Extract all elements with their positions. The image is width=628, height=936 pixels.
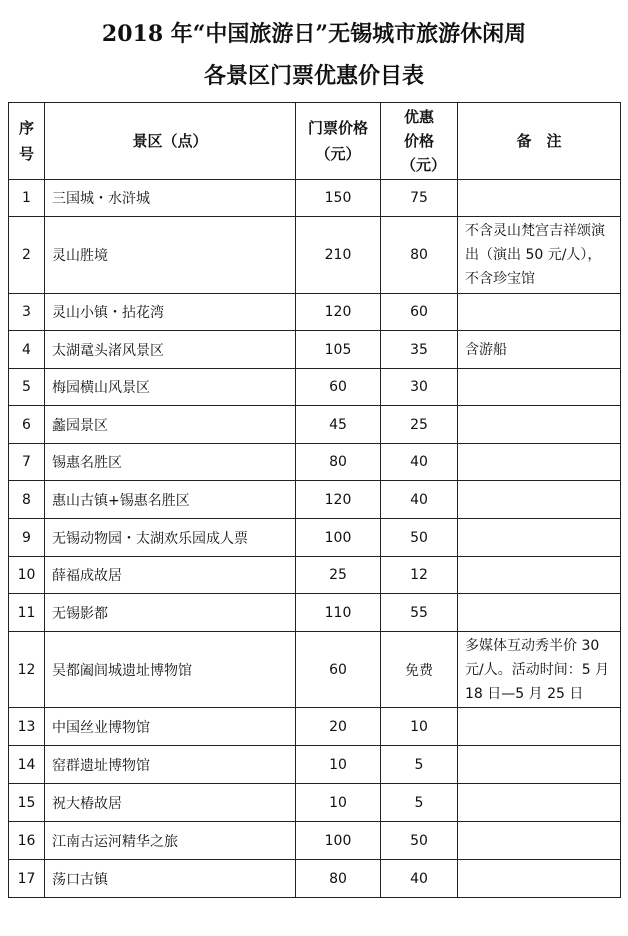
site-name: 无锡影都 — [45, 594, 296, 632]
row-number: 16 — [9, 822, 45, 860]
table-body — [9, 180, 621, 898]
header-price: 门票价格（元） — [296, 103, 381, 180]
row-note: 含游船 — [458, 331, 621, 369]
table-row — [9, 217, 621, 294]
discount-price: 40 — [381, 860, 458, 898]
ticket-price: 60 — [296, 369, 381, 406]
ticket-price: 10 — [296, 746, 381, 784]
site-name: 无锡动物园・太湖欢乐园成人票 — [45, 519, 296, 557]
discount-price: 25 — [381, 406, 458, 444]
row-note — [458, 294, 621, 331]
site-name: 灵山胜境 — [45, 217, 296, 294]
row-note — [458, 369, 621, 406]
table-header-row — [9, 103, 621, 180]
table-row — [9, 331, 621, 369]
ticket-price: 120 — [296, 481, 381, 519]
ticket-price: 105 — [296, 331, 381, 369]
ticket-price: 20 — [296, 708, 381, 746]
discount-price: 50 — [381, 822, 458, 860]
site-name: 荡口古镇 — [45, 860, 296, 898]
header-site: 景区（点） — [45, 103, 296, 180]
site-name: 锡惠名胜区 — [45, 444, 296, 481]
row-note — [458, 180, 621, 217]
discount-price: 5 — [381, 746, 458, 784]
row-number: 2 — [9, 217, 45, 294]
row-number: 1 — [9, 180, 45, 217]
table-row — [9, 481, 621, 519]
discount-price: 55 — [381, 594, 458, 632]
discount-price: 免费 — [381, 632, 458, 708]
row-note — [458, 481, 621, 519]
row-number: 11 — [9, 594, 45, 632]
site-name: 祝大椿故居 — [45, 784, 296, 822]
ticket-price: 10 — [296, 784, 381, 822]
table-row — [9, 180, 621, 217]
header-note: 备 注 — [458, 103, 621, 180]
row-note — [458, 822, 621, 860]
discount-price: 80 — [381, 217, 458, 294]
ticket-price: 100 — [296, 519, 381, 557]
document-title: 2018 年“中国旅游日”无锡城市旅游休闲周 — [101, 21, 527, 47]
discount-price: 30 — [381, 369, 458, 406]
row-note: 不含灵山梵宫吉祥颂演出（演出 50 元/人），不含珍宝馆 — [458, 217, 621, 294]
row-note: 多媒体互动秀半价 30 元/人。活动时间：5 月 18 日—5 月 25 日 — [458, 632, 621, 708]
row-note — [458, 784, 621, 822]
ticket-price: 110 — [296, 594, 381, 632]
row-number: 17 — [9, 860, 45, 898]
site-name: 蠡园景区 — [45, 406, 296, 444]
ticket-price: 25 — [296, 557, 381, 594]
site-name: 江南古运河精华之旅 — [45, 822, 296, 860]
row-number: 6 — [9, 406, 45, 444]
table-row — [9, 519, 621, 557]
ticket-price: 80 — [296, 860, 381, 898]
ticket-price: 60 — [296, 632, 381, 708]
site-name: 窑群遗址博物馆 — [45, 746, 296, 784]
row-number: 10 — [9, 557, 45, 594]
row-note — [458, 406, 621, 444]
row-number: 7 — [9, 444, 45, 481]
row-number: 9 — [9, 519, 45, 557]
row-number: 5 — [9, 369, 45, 406]
discount-price: 50 — [381, 519, 458, 557]
row-note — [458, 444, 621, 481]
site-name: 惠山古镇+锡惠名胜区 — [45, 481, 296, 519]
discount-price: 35 — [381, 331, 458, 369]
table-row — [9, 406, 621, 444]
row-note — [458, 708, 621, 746]
table-row — [9, 369, 621, 406]
header-discount: 优惠价格（元） — [381, 103, 458, 180]
price-table — [8, 102, 621, 898]
table-row — [9, 594, 621, 632]
table-row — [9, 632, 621, 708]
row-number: 12 — [9, 632, 45, 708]
row-number: 4 — [9, 331, 45, 369]
table-row — [9, 444, 621, 481]
ticket-price: 80 — [296, 444, 381, 481]
row-note — [458, 594, 621, 632]
table-row — [9, 860, 621, 898]
site-name: 中国丝业博物馆 — [45, 708, 296, 746]
table-row — [9, 746, 621, 784]
table-row — [9, 294, 621, 331]
row-note — [458, 746, 621, 784]
row-number: 15 — [9, 784, 45, 822]
row-note — [458, 860, 621, 898]
ticket-price: 45 — [296, 406, 381, 444]
discount-price: 75 — [381, 180, 458, 217]
discount-price: 40 — [381, 444, 458, 481]
site-name: 薛福成故居 — [45, 557, 296, 594]
table-row — [9, 822, 621, 860]
site-name: 灵山小镇・拈花湾 — [45, 294, 296, 331]
site-name: 吴都阖闾城遗址博物馆 — [45, 632, 296, 708]
row-number: 14 — [9, 746, 45, 784]
ticket-price: 150 — [296, 180, 381, 217]
ticket-price: 100 — [296, 822, 381, 860]
discount-price: 12 — [381, 557, 458, 594]
row-number: 8 — [9, 481, 45, 519]
table-row — [9, 557, 621, 594]
table-row — [9, 708, 621, 746]
site-name: 三国城・水浒城 — [45, 180, 296, 217]
discount-price: 5 — [381, 784, 458, 822]
ticket-price: 210 — [296, 217, 381, 294]
row-number: 3 — [9, 294, 45, 331]
row-note — [458, 519, 621, 557]
discount-price: 10 — [381, 708, 458, 746]
discount-price: 60 — [381, 294, 458, 331]
ticket-price: 120 — [296, 294, 381, 331]
site-name: 太湖鼋头渚风景区 — [45, 331, 296, 369]
row-note — [458, 557, 621, 594]
table-row — [9, 784, 621, 822]
document-subtitle: 各景区门票优惠价目表 — [203, 63, 424, 89]
discount-price: 40 — [381, 481, 458, 519]
header-no: 序号 — [9, 103, 45, 180]
row-number: 13 — [9, 708, 45, 746]
site-name: 梅园横山风景区 — [45, 369, 296, 406]
